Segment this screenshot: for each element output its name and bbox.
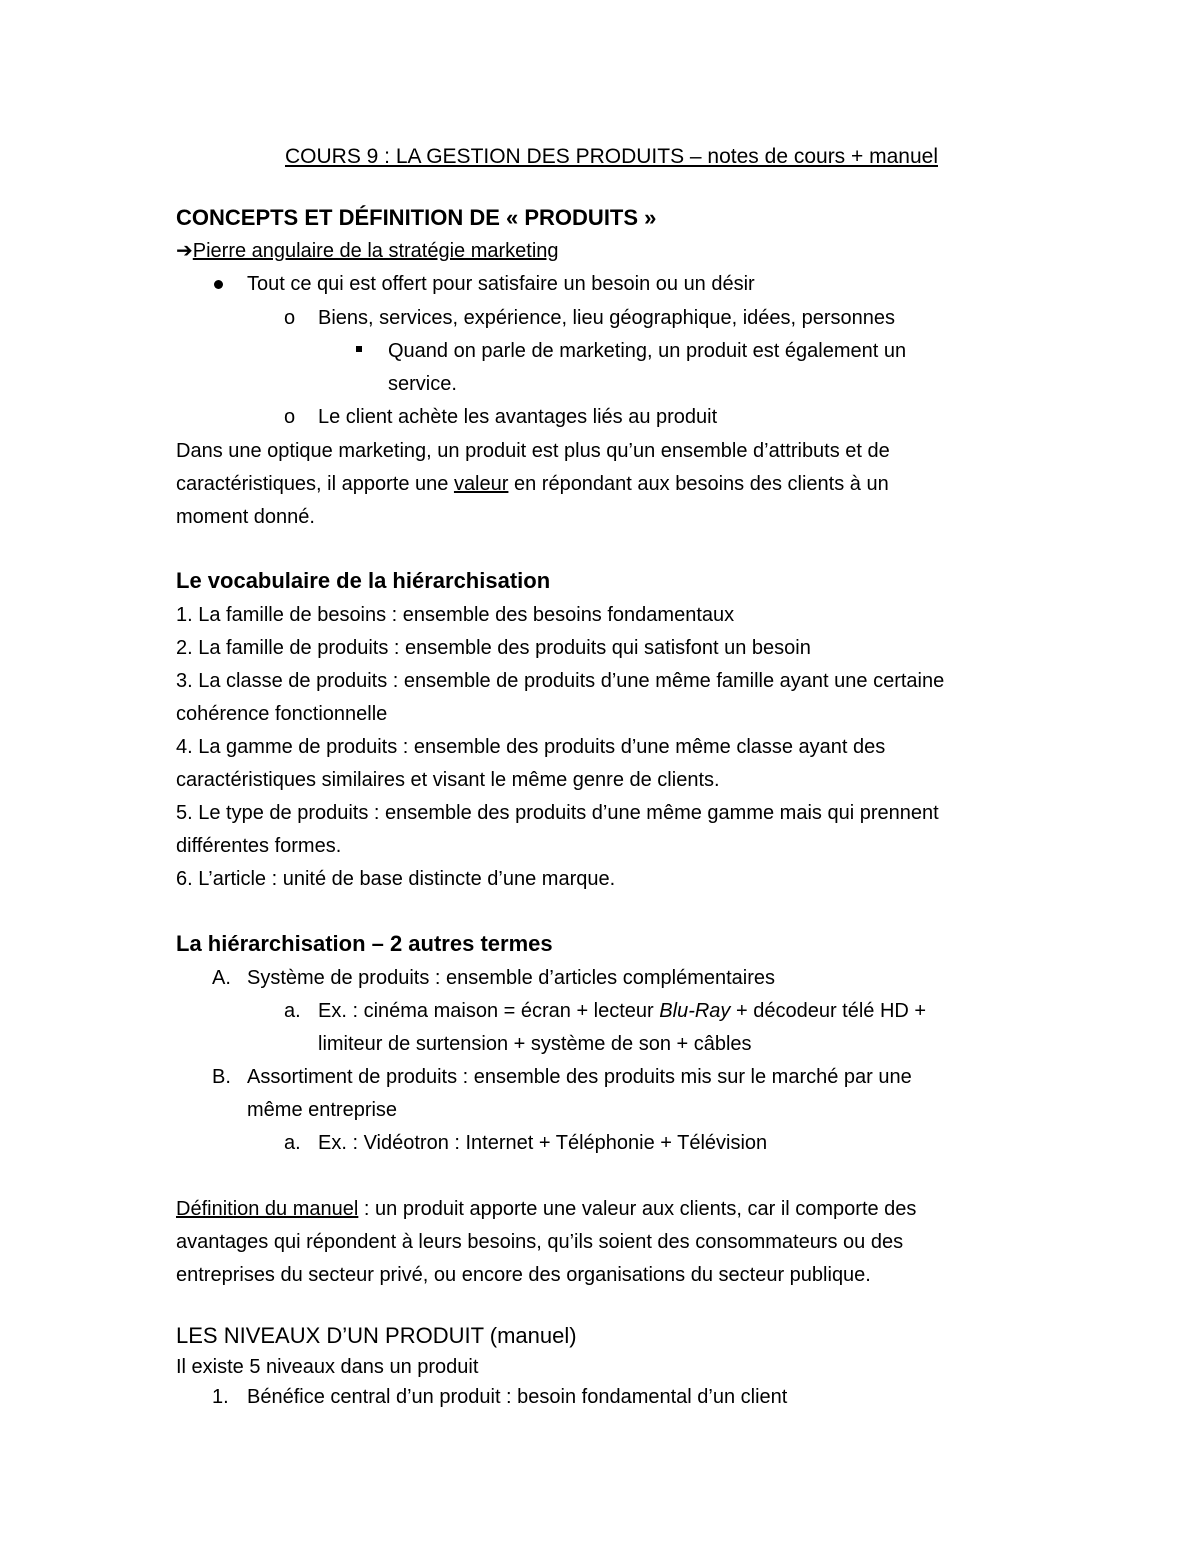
list-item-cont: même entreprise [247, 1099, 398, 1121]
list-item-cont: caractéristiques similaires et visant le même genre de clients. [176, 769, 720, 791]
list-item: 2. La famille de produits : ensemble des produits qui satisfont un besoin [176, 637, 811, 659]
sub-list-text: + décodeur télé HD + [730, 1000, 927, 1022]
list-marker: a. [284, 1000, 301, 1022]
definition-text: : un produit apporte une valeur aux clients, car il comporte des [358, 1198, 917, 1220]
sub-list-item: Ex. : Vidéotron : Internet + Téléphonie + Télévision [318, 1132, 768, 1154]
subsub-bullet-item-cont: service. [388, 373, 457, 395]
section-heading-hierarchy: La hiérarchisation – 2 autres termes [176, 931, 553, 956]
section-heading-vocabulary: Le vocabulaire de la hiérarchisation [176, 568, 551, 593]
section-heading-concepts: CONCEPTS ET DÉFINITION DE « PRODUITS » [176, 205, 657, 230]
list-item: Assortiment de produits : ensemble des produits mis sur le marché par une [247, 1066, 912, 1088]
list-marker: A. [212, 967, 231, 989]
list-item-cont: différentes formes. [176, 835, 342, 857]
arrow-right-icon: ➔ [176, 240, 193, 262]
sub-bullet-marker: o [284, 406, 296, 428]
list-item: Bénéfice central d’un produit : besoin fondamental d’un client [247, 1386, 788, 1408]
arrow-line [176, 238, 559, 264]
bullet-item: Tout ce qui est offert pour satisfaire un besoin ou un désir [247, 273, 755, 295]
section-heading-levels: LES NIVEAUX D’UN PRODUIT (manuel) [176, 1323, 577, 1348]
list-item: 6. L’article : unité de base distincte d’une marque. [176, 868, 616, 890]
sub-bullet-item: Le client achète les avantages liés au produit [318, 406, 718, 428]
list-marker: B. [212, 1066, 231, 1088]
intro-line: Il existe 5 niveaux dans un produit [176, 1356, 479, 1378]
list-item: 3. La classe de produits : ensemble de produits d’une même famille ayant une certaine [176, 670, 945, 692]
definition-line: entreprises du secteur privé, ou encore des organisations du secteur publique. [176, 1264, 871, 1286]
paragraph-text: caractéristiques, il apporte une [176, 473, 454, 495]
list-item-cont: cohérence fonctionnelle [176, 703, 388, 725]
list-marker: 1. [212, 1386, 229, 1408]
square-bullet-icon [356, 346, 362, 352]
page-title: COURS 9 : LA GESTION DES PRODUITS – notes de cours + manuel [285, 145, 938, 168]
list-item: 5. Le type de produits : ensemble des produits d’une même gamme mais qui prennent [176, 802, 939, 824]
sub-list-item [318, 998, 926, 1024]
paragraph-line: Dans une optique marketing, un produit est plus qu’un ensemble d’attributs et de [176, 440, 890, 462]
sub-bullet-item: Biens, services, expérience, lieu géographique, idées, personnes [318, 307, 896, 329]
definition-label: Définition du manuel [176, 1198, 359, 1220]
italic-term: Blu-Ray [659, 1000, 731, 1022]
subsub-bullet-item: Quand on parle de marketing, un produit est également un [388, 340, 907, 362]
sub-list-text: Ex. : cinéma maison = écran + lecteur [318, 1000, 660, 1022]
sub-bullet-marker: o [284, 307, 296, 329]
underlined-word: valeur [453, 473, 509, 495]
list-item: 1. La famille de besoins : ensemble des besoins fondamentaux [176, 604, 735, 626]
sub-list-item-cont: limiteur de surtension + système de son + câbles [318, 1033, 752, 1055]
bullet-dot-icon [214, 280, 223, 289]
list-item: 4. La gamme de produits : ensemble des produits d’une même classe ayant des [176, 736, 886, 758]
paragraph-line [176, 471, 889, 497]
definition-line: avantages qui répondent à leurs besoins, qu’ils soient des consommateurs ou des [176, 1231, 904, 1253]
arrow-line-text: Pierre angulaire de la stratégie marketing [192, 240, 559, 262]
paragraph-line: moment donné. [176, 506, 315, 528]
definition-line [176, 1196, 916, 1222]
list-item: Système de produits : ensemble d’articles complémentaires [247, 967, 776, 989]
list-marker: a. [284, 1132, 301, 1154]
paragraph-text: en répondant aux besoins des clients à un [508, 473, 889, 495]
